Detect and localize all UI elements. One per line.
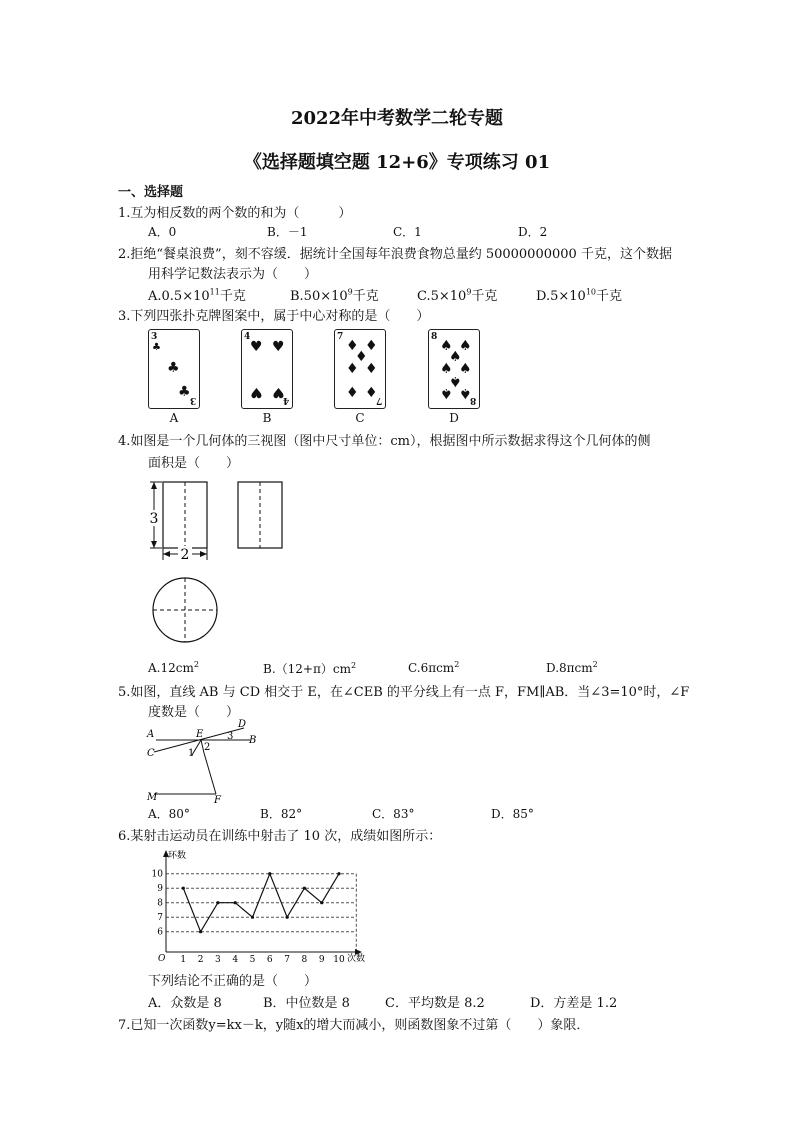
x-tick-label: 6	[266, 955, 273, 962]
playing-card-c	[334, 329, 386, 409]
club-icon: ♣	[178, 384, 191, 400]
x-tick-label: 5	[249, 955, 256, 962]
club-icon: ♣	[152, 342, 161, 353]
spade-icon: ♠	[449, 373, 462, 389]
card-rank: 4	[244, 332, 251, 342]
question-6-stem: 6.某射击运动员在训练中射击了 10 次，成绩如图所示：	[118, 829, 442, 844]
card-label-c: C	[355, 411, 365, 425]
question-6-option-a: A．众数是 8	[148, 996, 222, 1011]
data-point	[268, 872, 271, 875]
question-3-stem: 3.下列四张扑克牌图案中，属于中心对称的是（ ）	[118, 309, 430, 324]
label-m: M	[147, 792, 158, 803]
club-icon: ♣	[167, 360, 180, 376]
x-tick-label: 9	[318, 955, 325, 962]
page-subtitle: 《选择题填空题 12+6》专项练习 01	[243, 152, 551, 173]
origin-label: O	[158, 954, 166, 962]
question-2-option-c: $C.5\times 10^9$千克	[417, 287, 498, 304]
card-rank: 8	[469, 395, 476, 405]
question-5-option-c: C．83°	[372, 807, 415, 821]
x-tick-label: 8	[301, 955, 308, 962]
spade-icon: ♠	[449, 349, 462, 365]
question-2-option-b: $B.50\times 10^9$千克	[290, 287, 379, 304]
x-tick-label: 4	[232, 955, 239, 962]
y-tick-label: 10	[151, 869, 163, 880]
data-point	[337, 872, 340, 875]
arrow-left-icon	[163, 551, 170, 557]
question-6-option-d: D．方差是 1.2	[530, 996, 618, 1011]
card-rank: 3	[151, 332, 158, 342]
diamond-icon: ♦	[365, 361, 378, 377]
question-4-stem-line1: 4.如图是一个几何体的三视图（图中尺寸单位：cm），根据图中所示数据求得这个几何体的侧	[118, 434, 651, 449]
x-tick-label: 2	[197, 955, 204, 962]
question-7-stem: 7.已知一次函数y=kx－k，y随x的增大而减小，则函数图象不过第（ ）象限．	[118, 1018, 590, 1033]
question-6-followup: 下列结论不正确的是（ ）	[148, 974, 318, 989]
data-point	[234, 901, 237, 904]
geometry-figure	[140, 716, 270, 806]
x-tick-label: 3	[215, 955, 221, 962]
spade-icon: ♠	[459, 338, 472, 354]
question-6-option-c: C．平均数是 8.2	[385, 996, 485, 1011]
card-rank: 8	[431, 332, 438, 342]
card-rank: 7	[337, 332, 344, 342]
label-b: B	[249, 735, 257, 746]
question-4-option-b: $B.(12+\pi)cm^2$	[263, 661, 357, 676]
label-c: C	[147, 748, 155, 759]
spade-icon: ♠	[459, 385, 472, 401]
x-tick-label: 1	[180, 955, 187, 962]
question-1-option-b: B．－1	[267, 225, 308, 239]
label-a: A	[147, 729, 155, 740]
y-axis-label: 环数	[168, 851, 187, 861]
angle-3-label: 3	[227, 731, 234, 742]
question-4-stem-line2: 面积是（ ）	[148, 456, 240, 471]
question-1-option-d: D．2	[518, 225, 548, 239]
arrow-up-icon	[151, 482, 157, 489]
data-point	[182, 887, 185, 890]
card-rank: 7	[375, 395, 382, 405]
question-2-stem-line2: 用科学记数法表示为（ ）	[148, 267, 318, 282]
spade-icon: ♠	[440, 361, 453, 377]
question-2-option-a: $A.0.5\times 10^{11}$千克	[148, 287, 246, 304]
data-point	[251, 916, 254, 919]
question-1-option-c: C．1	[393, 225, 422, 239]
question-4-option-c: C.6πcm$^2$	[408, 660, 460, 675]
data-point	[199, 930, 202, 933]
angle-1-label: 1	[188, 748, 195, 759]
card-label-d: D	[449, 411, 459, 425]
playing-card-b	[241, 329, 293, 409]
data-point	[320, 901, 323, 904]
width-label: 2	[180, 547, 190, 563]
card-rank: 3	[189, 395, 196, 405]
question-4-option-d: D.8πcm$^2$	[546, 660, 598, 675]
y-tick-label: 6	[157, 927, 163, 938]
x-tick-label: 10	[333, 955, 345, 962]
y-tick-label: 7	[157, 913, 163, 924]
diamond-icon: ♦	[346, 361, 359, 377]
question-6-option-b: B．中位数是 8	[263, 996, 350, 1011]
diamond-icon: ♦	[346, 338, 359, 354]
y-tick-label: 8	[157, 898, 163, 909]
page-title: 2022年中考数学二轮专题	[290, 108, 504, 129]
three-view-figure	[140, 470, 300, 655]
spade-icon: ♠	[459, 361, 472, 377]
label-e: E	[196, 729, 204, 740]
diamond-icon: ♦	[355, 349, 368, 365]
heart-icon: ♥	[272, 339, 285, 355]
heart-icon: ♥	[250, 339, 263, 355]
card-rank: 4	[282, 395, 289, 405]
question-4-option-a: $A.12cm^2$	[148, 660, 199, 675]
question-5-stem-line2: 度数是（ ）	[148, 705, 240, 720]
data-point	[303, 887, 306, 890]
question-5-stem-line1: 5.如图，直线 AB 与 CD 相交于 E，在∠CEB 的平分线上有一点 F，FM∥AB．当∠3=10°时，∠F	[118, 685, 690, 700]
diamond-icon: ♦	[346, 385, 359, 401]
x-tick-label: 7	[284, 955, 290, 962]
question-1-option-a: A．0	[148, 225, 177, 239]
angle-2-label: 2	[204, 742, 211, 753]
spade-icon: ♠	[440, 338, 453, 354]
question-2-option-d: $D.5\times 10^{10}$千克	[536, 287, 623, 304]
y-tick-label: 9	[157, 884, 163, 895]
section-heading: 一、选择题	[118, 185, 184, 200]
spade-icon: ♠	[440, 385, 453, 401]
data-point	[286, 916, 289, 919]
heart-icon: ♥	[250, 384, 263, 400]
label-d: D	[238, 719, 247, 730]
playing-card-d	[428, 329, 480, 409]
question-1-stem: 1.互为相反数的两个数的和为（ ）	[118, 206, 352, 221]
question-5-option-a: A．80°	[148, 807, 190, 821]
playing-card-a	[148, 329, 200, 409]
question-2-stem-line1: 2.拒绝“餐桌浪费”，刻不容缓．据统计全国每年浪费食物总量约 50000000000 千克，这个数据	[118, 247, 672, 262]
card-label-b: B	[262, 411, 272, 425]
question-5-option-d: D．85°	[491, 807, 534, 821]
question-5-option-b: B．82°	[260, 807, 303, 821]
line-chart	[140, 848, 370, 962]
arrow-down-icon	[151, 541, 157, 548]
card-label-a: A	[169, 411, 179, 425]
diamond-icon: ♦	[365, 338, 378, 354]
data-point	[216, 901, 219, 904]
diamond-icon: ♦	[365, 385, 378, 401]
heart-icon: ♥	[272, 384, 285, 400]
x-axis-label: 次数	[347, 954, 366, 962]
label-f: F	[214, 795, 221, 806]
segment-to-f	[204, 753, 216, 794]
height-label: 3	[149, 511, 159, 527]
arrow-right-icon	[200, 551, 207, 557]
